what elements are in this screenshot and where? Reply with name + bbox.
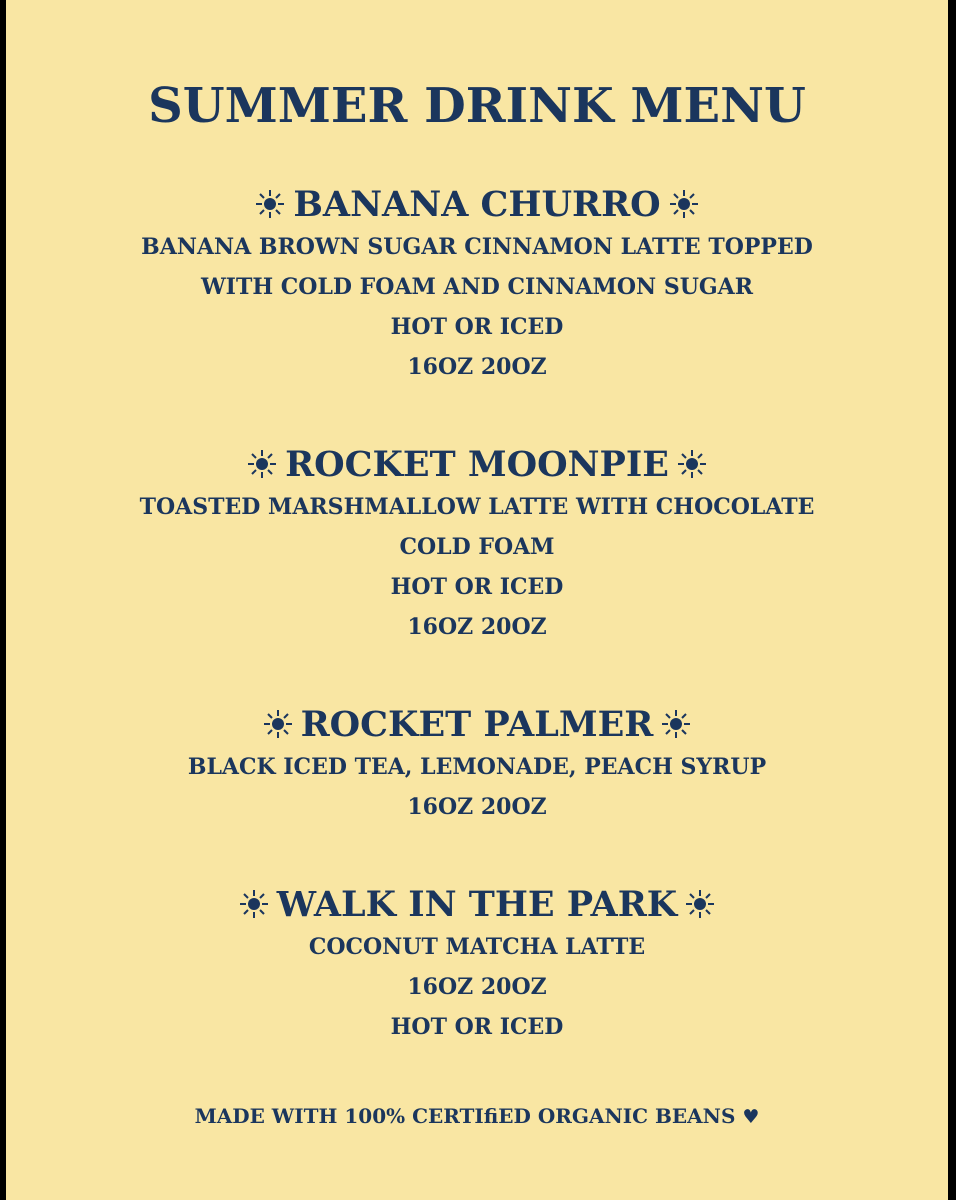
drink-banana-churro <box>6 183 948 387</box>
drink-name <box>6 883 948 927</box>
heart-icon: ♥ <box>742 1106 760 1128</box>
drink-description: TOASTED MARSHMALLOW LATTE WITH CHOCOLATE <box>139 494 815 520</box>
drink-temperature: HOT OR ICED <box>390 574 564 600</box>
drink-sizes: 16OZ 20OZ <box>407 794 547 820</box>
sun-icon <box>685 889 715 919</box>
drink-name <box>6 703 948 747</box>
drink-description: COCONUT MATCHA LATTE <box>308 934 646 960</box>
drink-name <box>6 443 948 487</box>
drink-description: WITH COLD FOAM AND CINNAMON SUGAR <box>200 274 754 300</box>
sun-icon <box>677 449 707 479</box>
drink-walk-in-the-park <box>6 883 948 1047</box>
drink-description: BANANA BROWN SUGAR CINNAMON LATTE TOPPED <box>141 234 813 260</box>
drink-description: BLACK ICED TEA, LEMONADE, PEACH SYRUP <box>187 754 767 780</box>
drink-name-text: WALK IN THE PARK <box>276 884 678 925</box>
menu-page <box>6 0 948 1200</box>
sun-icon <box>263 709 293 739</box>
footer-note <box>6 1098 948 1135</box>
page-title: SUMMER DRINK MENU <box>148 78 806 134</box>
drink-rocket-palmer <box>6 703 948 827</box>
drink-temperature: HOT OR ICED <box>390 1014 564 1040</box>
footer-text: MADE WITH 100% CERTIfiED ORGANIC BEANS <box>194 1104 736 1128</box>
sun-icon <box>239 889 269 919</box>
sun-icon <box>255 189 285 219</box>
sun-icon <box>669 189 699 219</box>
sun-icon <box>661 709 691 739</box>
drink-name <box>6 183 948 227</box>
drink-name-text: BANANA CHURRO <box>293 184 661 225</box>
drink-sizes: 16OZ 20OZ <box>407 974 547 1000</box>
drink-name-text: ROCKET PALMER <box>300 704 654 745</box>
drink-description: COLD FOAM <box>399 534 555 560</box>
drink-name-text: ROCKET MOONPIE <box>285 444 669 485</box>
drink-sizes: 16OZ 20OZ <box>407 354 547 380</box>
drink-rocket-moonpie <box>6 443 948 647</box>
drink-temperature: HOT OR ICED <box>390 314 564 340</box>
sun-icon <box>247 449 277 479</box>
drink-sizes: 16OZ 20OZ <box>407 614 547 640</box>
